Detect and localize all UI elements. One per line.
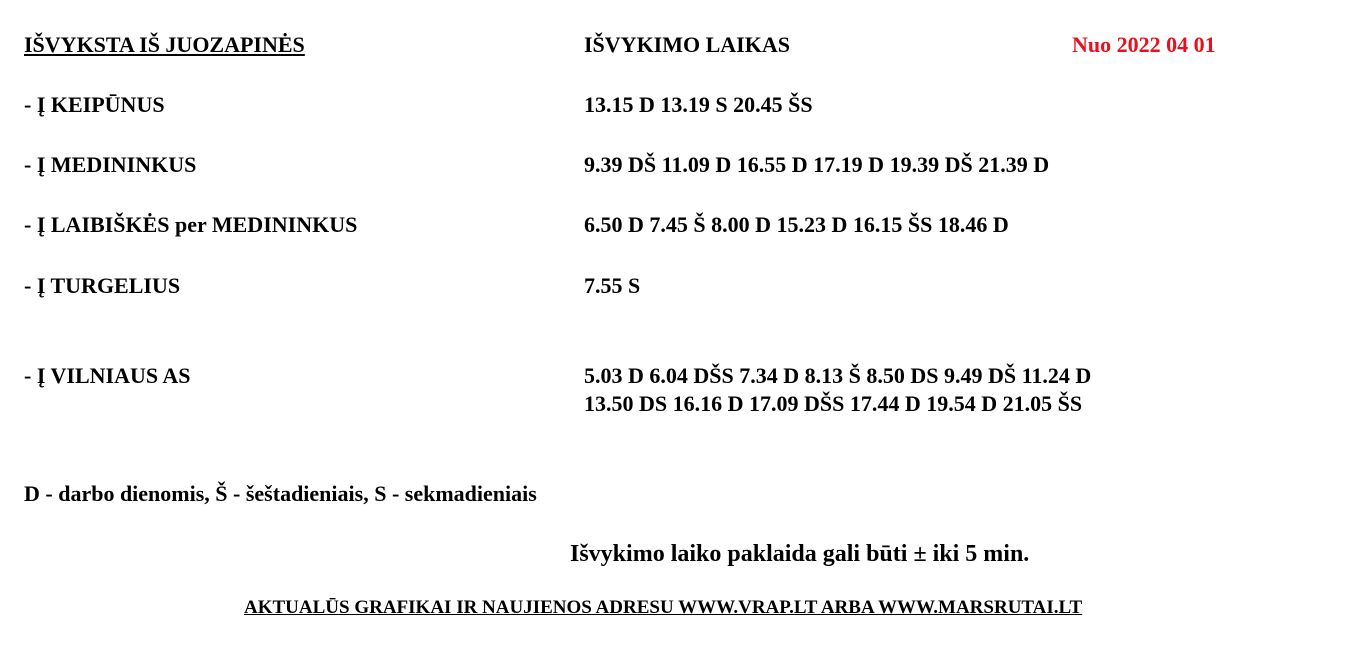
times-line: 5.03 D 6.04 DŠS 7.34 D 8.13 Š 8.50 DS 9.49 DŠ 11.24 D (584, 363, 1092, 388)
route-times-turgelius (584, 272, 640, 300)
route-destination-vilniaus-as: - Į VILNIAUS AS (24, 363, 191, 388)
departure-stop-heading: IŠVYKSTA IŠ JUOZAPINĖS (24, 32, 305, 57)
route-destination-keipunus: - Į KEIPŪNUS (24, 92, 165, 117)
route-times-vilniaus-as (584, 362, 1091, 418)
route-destination-medininkus: - Į MEDININKUS (24, 152, 197, 177)
day-code-legend: D - darbo dienomis, Š - šeštadieniais, S - sekmadieniais (24, 481, 537, 506)
footer-website-note: AKTUALŪS GRAFIKAI IR NAUJIENOS ADRESU WWW.VRAP.LT ARBA WWW.MARSRUTAI.LT (244, 597, 1083, 618)
times-line: 13.15 D 13.19 S 20.45 ŠS (584, 92, 813, 117)
route-destination-laibiskes: - Į LAIBIŠKĖS per MEDININKUS (24, 212, 358, 237)
route-times-keipunus (584, 91, 813, 119)
times-line: 9.39 DŠ 11.09 D 16.55 D 17.19 D 19.39 DŠ 21.39 D (584, 152, 1050, 177)
times-line: 13.50 DS 16.16 D 17.09 DŠS 17.44 D 19.54 D 21.05 ŠS (584, 391, 1083, 416)
times-line: 7.55 S (584, 273, 641, 298)
tolerance-note: Išvykimo laiko paklaida gali būti ± iki 5 min. (570, 541, 1030, 567)
route-times-medininkus (584, 151, 1049, 179)
times-line: 6.50 D 7.45 Š 8.00 D 15.23 D 16.15 ŠS 18.46 D (584, 212, 1009, 237)
valid-from-date: Nuo 2022 04 01 (1072, 32, 1216, 57)
route-destination-turgelius: - Į TURGELIUS (24, 273, 181, 298)
departure-time-heading: IŠVYKIMO LAIKAS (584, 32, 790, 57)
route-times-laibiskes (584, 211, 1009, 239)
